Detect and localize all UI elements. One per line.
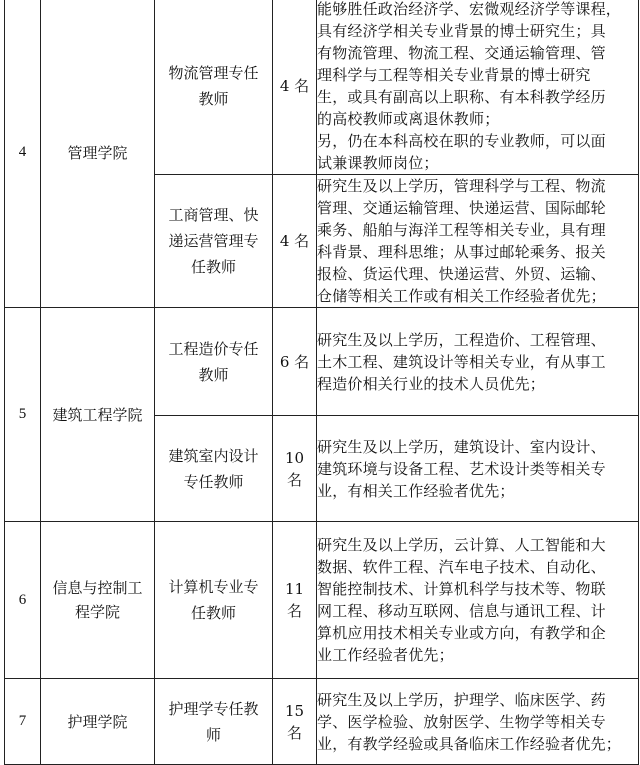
recruitment-table <box>4 0 639 765</box>
college-name: 护理学院 <box>41 679 155 765</box>
requirements: 研究生及以上学历，护理学、临床医学、药 学、医学检验、放射医学、生物学等相关专 业，有教学经验或具备临床工作经验者优先； <box>317 679 639 765</box>
position-title: 护理学专任教 师 <box>155 679 273 765</box>
requirements: 能够胜任政治经济学、宏微观经济学等课程， 具有经济学相关专业背景的博士研究生；具 有物流管理、物流工程、交通运输管理、管 理科学与工程等相关专业背景的博士研究 生，或具有副高以上职称、有本科教学经历 的高校教师或离退休教师； 另，仍在本科高校在职的专业教师，可以面 试兼课教师岗位； <box>317 0 639 175</box>
headcount: 11 名 <box>273 522 317 679</box>
college-name: 信息与控制工 程学院 <box>41 522 155 679</box>
requirements: 研究生及以上学历，工程造价、工程管理、 土木工程、建筑设计等相关专业，有从事工 程造价相关行业的技术人员优先； <box>317 308 639 416</box>
table-row <box>5 0 639 175</box>
table-row <box>5 522 639 679</box>
requirements: 研究生及以上学历，建筑设计、室内设计、 建筑环境与设备工程、艺术设计类等相关专 业，有相关工作经验者优先； <box>317 416 639 522</box>
position-title: 工商管理、快 递运营管理专 任教师 <box>155 175 273 308</box>
requirements: 研究生及以上学历，云计算、人工智能和大 数据、软件工程、汽车电子技术、自动化、 智能控制技术、计算机科学与技术等、物联 网工程、移动互联网、信息与通讯工程、计 算机应用技术相关专业或方向，有教学和企 业工作经验者优先； <box>317 522 639 679</box>
row-number: 6 <box>5 522 41 679</box>
college-name: 管理学院 <box>41 0 155 308</box>
headcount: 15 名 <box>273 679 317 765</box>
headcount: 4 名 <box>273 0 317 175</box>
table-row <box>5 308 639 416</box>
table-row <box>5 679 639 765</box>
position-title: 建筑室内设计 专任教师 <box>155 416 273 522</box>
row-number: 5 <box>5 308 41 522</box>
position-title: 计算机专业专 任教师 <box>155 522 273 679</box>
row-number: 4 <box>5 0 41 308</box>
headcount: 6 名 <box>273 308 317 416</box>
headcount: 10 名 <box>273 416 317 522</box>
requirements: 研究生及以上学历，管理科学与工程、物流 管理、交通运输管理、快递运营、国际邮轮 乘务、船舶与海洋工程等相关专业，具有理 科背景、理科思维；从事过邮轮乘务、报关 报检、货运代理、快递运营、外贸、运输、 仓储等相关工作或有相关工作经验者优先； <box>317 175 639 308</box>
position-title: 工程造价专任 教师 <box>155 308 273 416</box>
position-title: 物流管理专任 教师 <box>155 0 273 175</box>
headcount: 4 名 <box>273 175 317 308</box>
row-number: 7 <box>5 679 41 765</box>
college-name: 建筑工程学院 <box>41 308 155 522</box>
